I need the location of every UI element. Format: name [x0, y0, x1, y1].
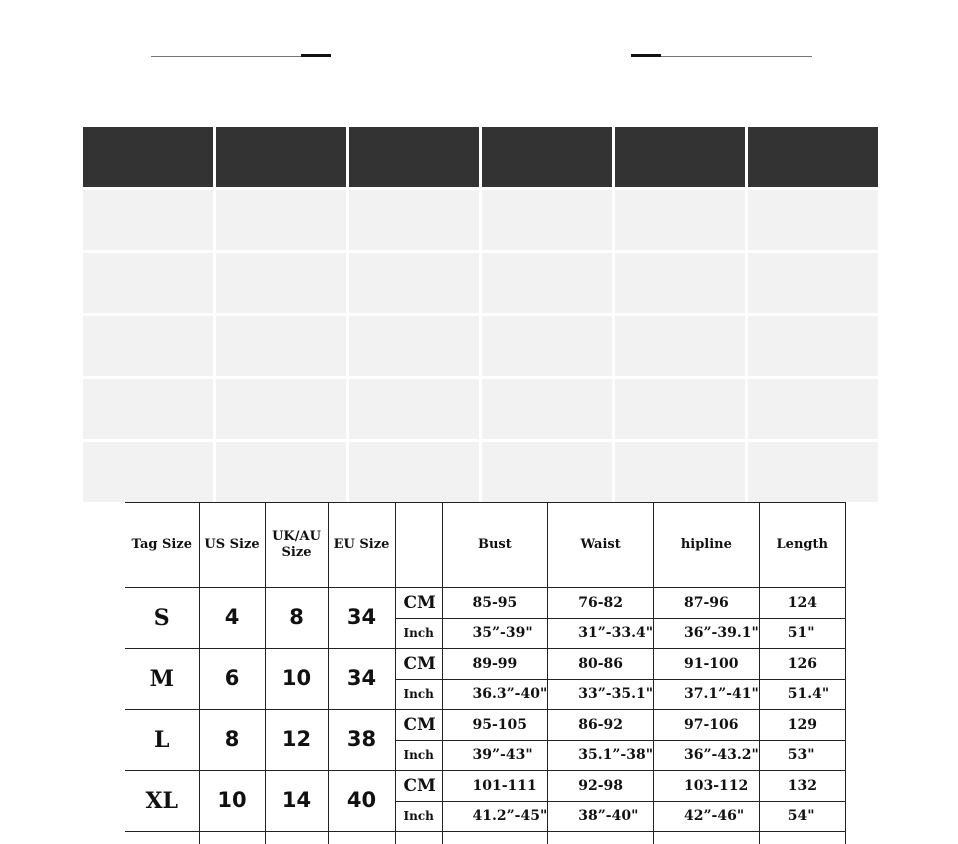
placeholder-cell	[615, 316, 745, 376]
unit-inch-cell: Inch	[395, 680, 442, 710]
placeholder-cell	[349, 442, 479, 502]
bust-cell: 95-105	[442, 710, 548, 741]
placeholder-cell	[83, 316, 213, 376]
tag-size-cell: XL	[125, 771, 199, 832]
header-eu-size: EU Size	[328, 503, 395, 588]
eu-size-cell: 40	[328, 771, 395, 832]
placeholder-cell	[83, 442, 213, 502]
header-ukau-line1: UK/AU	[272, 529, 321, 544]
placeholder-cell	[615, 253, 745, 313]
length-cell: 132	[759, 771, 845, 802]
unit-cm-cell: CM	[395, 649, 442, 680]
size-row-cm	[125, 710, 845, 741]
placeholder-header-cell	[748, 127, 878, 187]
bust-cell: 35”-39"	[442, 619, 548, 649]
placeholder-header-cell	[83, 127, 213, 187]
placeholder-row	[83, 316, 878, 376]
placeholder-row	[83, 379, 878, 439]
placeholder-cell	[216, 253, 346, 313]
cutoff-cell	[125, 832, 199, 844]
cutoff-cell	[759, 832, 845, 844]
size-row-cm	[125, 588, 845, 619]
hip-cell: 42”-46"	[654, 802, 760, 832]
placeholder-header-cell	[349, 127, 479, 187]
tag-size-cell: S	[125, 588, 199, 649]
placeholder-cell	[482, 442, 612, 502]
eu-size-cell: 38	[328, 710, 395, 771]
length-cell: 51.4"	[759, 680, 845, 710]
unit-inch-cell: Inch	[395, 741, 442, 771]
waist-cell: 35.1”-38"	[548, 741, 654, 771]
cutoff-cell	[328, 832, 395, 844]
hip-cell: 91-100	[654, 649, 760, 680]
header-us-size: US Size	[199, 503, 265, 588]
length-cell: 54"	[759, 802, 845, 832]
header-accent-right	[631, 54, 661, 57]
waist-cell: 80-86	[548, 649, 654, 680]
us-size-cell: 6	[199, 649, 265, 710]
eu-size-cell: 34	[328, 649, 395, 710]
placeholder-cell	[482, 190, 612, 250]
cutoff-cell	[199, 832, 265, 844]
eu-size-cell: 34	[328, 588, 395, 649]
placeholder-table	[83, 127, 878, 505]
header-bust: Bust	[442, 503, 548, 588]
placeholder-cell	[216, 316, 346, 376]
placeholder-cell	[615, 379, 745, 439]
length-cell: 53"	[759, 741, 845, 771]
length-cell: 124	[759, 588, 845, 619]
header-accent-left	[301, 54, 331, 57]
placeholder-row	[83, 190, 878, 250]
size-chart-header-row	[125, 503, 845, 588]
placeholder-row	[83, 253, 878, 313]
bust-cell: 89-99	[442, 649, 548, 680]
placeholder-cell	[482, 253, 612, 313]
waist-cell: 86-92	[548, 710, 654, 741]
placeholder-cell	[482, 316, 612, 376]
bust-cell: 85-95	[442, 588, 548, 619]
placeholder-cell	[216, 442, 346, 502]
placeholder-row	[83, 442, 878, 502]
us-size-cell: 4	[199, 588, 265, 649]
placeholder-header-row	[83, 127, 878, 187]
hip-cell: 36”-43.2"	[654, 741, 760, 771]
bust-cell: 41.2”-45"	[442, 802, 548, 832]
placeholder-cell	[482, 379, 612, 439]
placeholder-header-cell	[216, 127, 346, 187]
unit-inch-cell: Inch	[395, 619, 442, 649]
bust-cell: 101-111	[442, 771, 548, 802]
header-rule-right	[661, 56, 812, 57]
placeholder-cell	[615, 190, 745, 250]
cutoff-cell	[265, 832, 328, 844]
placeholder-cell	[216, 190, 346, 250]
unit-cm-cell: CM	[395, 771, 442, 802]
cutoff-cell	[395, 832, 442, 844]
length-cell: 126	[759, 649, 845, 680]
placeholder-cell	[748, 253, 878, 313]
length-cell: 129	[759, 710, 845, 741]
header-waist: Waist	[548, 503, 654, 588]
waist-cell: 76-82	[548, 588, 654, 619]
size-row-cm	[125, 649, 845, 680]
cutoff-cell	[442, 832, 548, 844]
placeholder-cell	[748, 316, 878, 376]
hip-cell: 37.1”-41"	[654, 680, 760, 710]
placeholder-cell	[83, 190, 213, 250]
placeholder-cell	[748, 442, 878, 502]
us-size-cell: 8	[199, 710, 265, 771]
placeholder-cell	[748, 379, 878, 439]
ukau-size-cell: 10	[265, 649, 328, 710]
placeholder-cell	[83, 379, 213, 439]
placeholder-cell	[216, 379, 346, 439]
placeholder-cell	[349, 253, 479, 313]
placeholder-cell	[349, 316, 479, 376]
waist-cell: 33”-35.1"	[548, 680, 654, 710]
unit-cm-cell: CM	[395, 710, 442, 741]
header-unit	[395, 503, 442, 588]
cutoff-cell	[548, 832, 654, 844]
header-length: Length	[759, 503, 845, 588]
size-row-cm	[125, 771, 845, 802]
header-hipline: hipline	[654, 503, 760, 588]
hip-cell: 103-112	[654, 771, 760, 802]
placeholder-cell	[748, 190, 878, 250]
unit-cm-cell: CM	[395, 588, 442, 619]
header-tag-size: Tag Size	[125, 503, 199, 588]
placeholder-cell	[349, 190, 479, 250]
unit-inch-cell: Inch	[395, 802, 442, 832]
placeholder-header-cell	[615, 127, 745, 187]
waist-cell: 31”-33.4"	[548, 619, 654, 649]
placeholder-cell	[83, 253, 213, 313]
header-ukau-line2: Size	[282, 545, 312, 560]
hip-cell: 97-106	[654, 710, 760, 741]
waist-cell: 38”-40"	[548, 802, 654, 832]
length-cell: 51"	[759, 619, 845, 649]
us-size-cell: 10	[199, 771, 265, 832]
ukau-size-cell: 14	[265, 771, 328, 832]
bust-cell: 39”-43"	[442, 741, 548, 771]
tag-size-cell: M	[125, 649, 199, 710]
size-row-cutoff	[125, 832, 845, 844]
header-rule-left	[151, 56, 301, 57]
ukau-size-cell: 12	[265, 710, 328, 771]
hip-cell: 87-96	[654, 588, 760, 619]
ukau-size-cell: 8	[265, 588, 328, 649]
placeholder-header-cell	[482, 127, 612, 187]
tag-size-cell: L	[125, 710, 199, 771]
placeholder-cell	[615, 442, 745, 502]
size-chart-table	[125, 502, 846, 844]
hip-cell: 36”-39.1"	[654, 619, 760, 649]
cutoff-cell	[654, 832, 760, 844]
waist-cell: 92-98	[548, 771, 654, 802]
bust-cell: 36.3”-40"	[442, 680, 548, 710]
placeholder-cell	[349, 379, 479, 439]
header-ukau-size	[265, 503, 328, 588]
